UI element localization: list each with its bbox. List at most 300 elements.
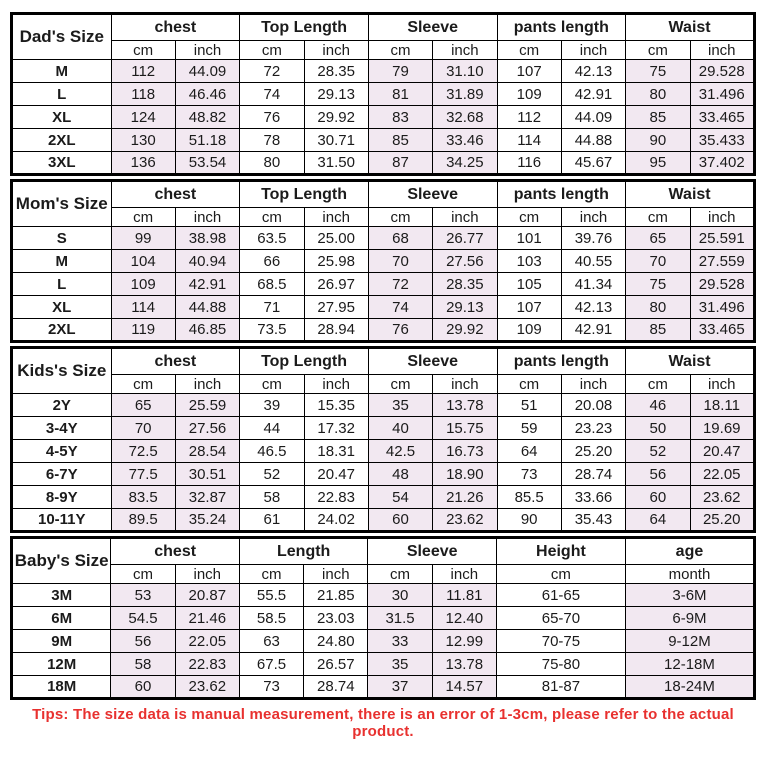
- data-cell: 64: [497, 440, 561, 463]
- table-row: [12, 630, 755, 653]
- data-cell: 27.56: [175, 417, 239, 440]
- data-cell: 80: [626, 83, 690, 106]
- data-cell: 58: [240, 486, 304, 509]
- data-cell: 35: [368, 394, 432, 417]
- table-row: [12, 463, 755, 486]
- data-cell: 109: [111, 273, 175, 296]
- table-row: [12, 83, 755, 106]
- unit-header: inch: [561, 41, 625, 60]
- data-cell: 85: [626, 319, 690, 342]
- data-cell: 37: [368, 676, 432, 699]
- data-cell: 42.91: [561, 83, 625, 106]
- column-group-header: Waist: [626, 348, 755, 375]
- data-cell: 73.5: [240, 319, 304, 342]
- column-group-header: Top Length: [240, 181, 369, 208]
- data-cell: 26.57: [304, 653, 368, 676]
- data-cell: 52: [240, 463, 304, 486]
- unit-header: inch: [690, 41, 755, 60]
- data-cell: 74: [240, 83, 304, 106]
- data-cell: 13.78: [432, 653, 496, 676]
- data-cell: 33.465: [690, 319, 755, 342]
- data-cell: 76: [240, 106, 304, 129]
- data-cell: 95: [626, 152, 690, 175]
- data-cell: 23.62: [175, 676, 239, 699]
- data-cell: 44.88: [561, 129, 625, 152]
- tip-text: Tips: The size data is manual measurement, there is an error of 1-3cm, please refer to the actual product.: [32, 706, 734, 740]
- unit-header: inch: [690, 375, 755, 394]
- column-group-header: chest: [111, 181, 240, 208]
- data-cell: 130: [111, 129, 175, 152]
- data-cell: 20.08: [561, 394, 625, 417]
- unit-header: cm: [368, 375, 432, 394]
- unit-header: inch: [175, 375, 239, 394]
- unit-header: inch: [432, 565, 496, 584]
- unit-header: cm: [497, 41, 561, 60]
- column-group-header: pants length: [497, 181, 626, 208]
- size-tables: [10, 12, 756, 700]
- column-group-header: age: [625, 538, 754, 565]
- data-cell: 105: [497, 273, 561, 296]
- data-cell: 109: [497, 83, 561, 106]
- unit-header: inch: [561, 208, 625, 227]
- unit-header: month: [625, 565, 754, 584]
- data-cell: 66: [240, 250, 304, 273]
- data-cell: 63: [239, 630, 303, 653]
- table-row: [12, 152, 755, 175]
- data-cell: 44.09: [561, 106, 625, 129]
- data-cell: 83: [368, 106, 432, 129]
- data-cell: 75: [626, 273, 690, 296]
- data-cell: 22.83: [304, 486, 368, 509]
- data-cell: 70: [111, 417, 175, 440]
- unit-header: cm: [111, 565, 175, 584]
- data-cell: 65: [626, 227, 690, 250]
- data-cell: 12.99: [432, 630, 496, 653]
- table-row: [12, 486, 755, 509]
- unit-header: cm: [368, 565, 432, 584]
- data-cell: 68: [368, 227, 432, 250]
- data-cell: 54.5: [111, 607, 175, 630]
- data-cell: 29.13: [433, 296, 497, 319]
- data-cell: 48: [368, 463, 432, 486]
- row-size-label: 9M: [12, 630, 111, 653]
- data-cell: 9-12M: [625, 630, 754, 653]
- data-cell: 23.03: [304, 607, 368, 630]
- data-cell: 25.20: [690, 509, 755, 532]
- data-cell: 21.46: [175, 607, 239, 630]
- data-cell: 23.62: [433, 509, 497, 532]
- data-cell: 25.98: [304, 250, 368, 273]
- column-group-header: chest: [111, 538, 240, 565]
- data-cell: 50: [626, 417, 690, 440]
- data-cell: 70-75: [496, 630, 625, 653]
- data-cell: 75-80: [496, 653, 625, 676]
- row-size-label: 2Y: [12, 394, 112, 417]
- size-table-dads: [10, 12, 756, 176]
- table-row: [12, 296, 755, 319]
- data-cell: 24.02: [304, 509, 368, 532]
- data-cell: 33.46: [433, 129, 497, 152]
- data-cell: 103: [497, 250, 561, 273]
- size-table-babys: [10, 536, 756, 700]
- data-cell: 81-87: [496, 676, 625, 699]
- row-size-label: 12M: [12, 653, 111, 676]
- table-row: [12, 250, 755, 273]
- data-cell: 107: [497, 60, 561, 83]
- data-cell: 28.35: [433, 273, 497, 296]
- unit-header: inch: [175, 208, 239, 227]
- data-cell: 25.20: [561, 440, 625, 463]
- data-cell: 63.5: [240, 227, 304, 250]
- data-cell: 29.92: [433, 319, 497, 342]
- data-cell: 29.92: [304, 106, 368, 129]
- data-cell: 136: [111, 152, 175, 175]
- data-cell: 22.05: [175, 630, 239, 653]
- row-size-label: 8-9Y: [12, 486, 112, 509]
- data-cell: 44.88: [175, 296, 239, 319]
- data-cell: 46.85: [175, 319, 239, 342]
- table-row: [12, 417, 755, 440]
- data-cell: 118: [111, 83, 175, 106]
- data-cell: 18.90: [433, 463, 497, 486]
- unit-header: cm: [111, 375, 175, 394]
- data-cell: 78: [240, 129, 304, 152]
- data-cell: 15.35: [304, 394, 368, 417]
- column-group-header: chest: [111, 14, 240, 41]
- unit-header: inch: [175, 41, 239, 60]
- data-cell: 15.75: [433, 417, 497, 440]
- row-size-label: 10-11Y: [12, 509, 112, 532]
- column-group-header: Top Length: [240, 348, 369, 375]
- data-cell: 33: [368, 630, 432, 653]
- data-cell: 109: [497, 319, 561, 342]
- data-cell: 20.47: [690, 440, 755, 463]
- data-cell: 77.5: [111, 463, 175, 486]
- row-size-label: S: [12, 227, 112, 250]
- unit-header: inch: [433, 208, 497, 227]
- data-cell: 27.559: [690, 250, 755, 273]
- data-cell: 60: [111, 676, 175, 699]
- data-cell: 70: [368, 250, 432, 273]
- data-cell: 76: [368, 319, 432, 342]
- data-cell: 23.62: [690, 486, 755, 509]
- data-cell: 51.18: [175, 129, 239, 152]
- data-cell: 107: [497, 296, 561, 319]
- data-cell: 116: [497, 152, 561, 175]
- data-cell: 72.5: [111, 440, 175, 463]
- data-cell: 75: [626, 60, 690, 83]
- data-cell: 23.23: [561, 417, 625, 440]
- size-table-kids: [10, 346, 756, 533]
- table-row: [12, 129, 755, 152]
- table-row: [12, 653, 755, 676]
- unit-header: inch: [304, 41, 368, 60]
- data-cell: 89.5: [111, 509, 175, 532]
- unit-header: inch: [304, 208, 368, 227]
- data-cell: 64: [626, 509, 690, 532]
- data-cell: 44: [240, 417, 304, 440]
- data-cell: 20.87: [175, 584, 239, 607]
- row-size-label: 2XL: [12, 129, 112, 152]
- data-cell: 46.5: [240, 440, 304, 463]
- data-cell: 31.496: [690, 296, 755, 319]
- data-cell: 59: [497, 417, 561, 440]
- data-cell: 90: [497, 509, 561, 532]
- data-cell: 28.74: [561, 463, 625, 486]
- data-cell: 80: [240, 152, 304, 175]
- data-cell: 22.05: [690, 463, 755, 486]
- data-cell: 85: [368, 129, 432, 152]
- data-cell: 18.31: [304, 440, 368, 463]
- table-row: [12, 440, 755, 463]
- data-cell: 44.09: [175, 60, 239, 83]
- data-cell: 30.51: [175, 463, 239, 486]
- data-cell: 28.94: [304, 319, 368, 342]
- unit-header: cm: [111, 208, 175, 227]
- data-cell: 35.43: [561, 509, 625, 532]
- data-cell: 42.91: [561, 319, 625, 342]
- size-table-moms: [10, 179, 756, 343]
- data-cell: 27.95: [304, 296, 368, 319]
- data-cell: 68.5: [240, 273, 304, 296]
- data-cell: 55.5: [239, 584, 303, 607]
- row-size-label: 4-5Y: [12, 440, 112, 463]
- table-row: [12, 676, 755, 699]
- data-cell: 112: [497, 106, 561, 129]
- data-cell: 39.76: [561, 227, 625, 250]
- data-cell: 11.81: [432, 584, 496, 607]
- data-cell: 70: [626, 250, 690, 273]
- data-cell: 72: [240, 60, 304, 83]
- table-row: [12, 394, 755, 417]
- data-cell: 42.5: [368, 440, 432, 463]
- data-cell: 80: [626, 296, 690, 319]
- data-cell: 61-65: [496, 584, 625, 607]
- data-cell: 60: [368, 509, 432, 532]
- data-cell: 35: [368, 653, 432, 676]
- data-cell: 22.83: [175, 653, 239, 676]
- data-cell: 83.5: [111, 486, 175, 509]
- data-cell: 12.40: [432, 607, 496, 630]
- table-row: [12, 106, 755, 129]
- data-cell: 53: [111, 584, 175, 607]
- table-row: [12, 319, 755, 342]
- row-size-label: M: [12, 250, 112, 273]
- column-group-header: Waist: [626, 181, 755, 208]
- data-cell: 48.82: [175, 106, 239, 129]
- data-cell: 42.13: [561, 60, 625, 83]
- unit-header: cm: [240, 375, 304, 394]
- data-cell: 31.50: [304, 152, 368, 175]
- row-size-label: XL: [12, 106, 112, 129]
- data-cell: 119: [111, 319, 175, 342]
- data-cell: 87: [368, 152, 432, 175]
- data-cell: 18-24M: [625, 676, 754, 699]
- data-cell: 56: [626, 463, 690, 486]
- column-group-header: Waist: [626, 14, 755, 41]
- unit-header: cm: [626, 41, 690, 60]
- data-cell: 45.67: [561, 152, 625, 175]
- data-cell: 124: [111, 106, 175, 129]
- data-cell: 40: [368, 417, 432, 440]
- row-size-label: XL: [12, 296, 112, 319]
- data-cell: 25.591: [690, 227, 755, 250]
- data-cell: 61: [240, 509, 304, 532]
- data-cell: 51: [497, 394, 561, 417]
- data-cell: 30.71: [304, 129, 368, 152]
- data-cell: 72: [368, 273, 432, 296]
- table-row: [12, 584, 755, 607]
- data-cell: 19.69: [690, 417, 755, 440]
- row-size-label: 6M: [12, 607, 111, 630]
- row-size-label: 6-7Y: [12, 463, 112, 486]
- column-group-header: Sleeve: [368, 538, 497, 565]
- unit-header: cm: [496, 565, 625, 584]
- data-cell: 13.78: [433, 394, 497, 417]
- unit-header: inch: [304, 375, 368, 394]
- data-cell: 65-70: [496, 607, 625, 630]
- unit-header: inch: [304, 565, 368, 584]
- data-cell: 90: [626, 129, 690, 152]
- data-cell: 99: [111, 227, 175, 250]
- data-cell: 39: [240, 394, 304, 417]
- data-cell: 71: [240, 296, 304, 319]
- row-size-label: 18M: [12, 676, 111, 699]
- data-cell: 29.528: [690, 273, 755, 296]
- data-cell: 114: [497, 129, 561, 152]
- table-title: Mom's Size: [12, 181, 112, 227]
- table-row: [12, 227, 755, 250]
- data-cell: 58: [111, 653, 175, 676]
- data-cell: 24.80: [304, 630, 368, 653]
- table-row: [12, 60, 755, 83]
- data-cell: 73: [239, 676, 303, 699]
- row-size-label: L: [12, 273, 112, 296]
- data-cell: 46.46: [175, 83, 239, 106]
- column-group-header: Sleeve: [368, 14, 497, 41]
- data-cell: 30: [368, 584, 432, 607]
- data-cell: 25.59: [175, 394, 239, 417]
- data-cell: 114: [111, 296, 175, 319]
- data-cell: 28.54: [175, 440, 239, 463]
- data-cell: 29.528: [690, 60, 755, 83]
- data-cell: 28.74: [304, 676, 368, 699]
- data-cell: 74: [368, 296, 432, 319]
- data-cell: 12-18M: [625, 653, 754, 676]
- table-row: [12, 509, 755, 532]
- data-cell: 32.68: [433, 106, 497, 129]
- table-title: Kids's Size: [12, 348, 112, 394]
- data-cell: 32.87: [175, 486, 239, 509]
- column-group-header: pants length: [497, 348, 626, 375]
- data-cell: 27.56: [433, 250, 497, 273]
- data-cell: 6-9M: [625, 607, 754, 630]
- data-cell: 112: [111, 60, 175, 83]
- unit-header: inch: [433, 41, 497, 60]
- unit-header: inch: [561, 375, 625, 394]
- unit-header: cm: [240, 208, 304, 227]
- data-cell: 53.54: [175, 152, 239, 175]
- data-cell: 26.77: [433, 227, 497, 250]
- data-cell: 14.57: [432, 676, 496, 699]
- unit-header: cm: [239, 565, 303, 584]
- unit-header: cm: [368, 208, 432, 227]
- unit-header: inch: [175, 565, 239, 584]
- data-cell: 38.98: [175, 227, 239, 250]
- data-cell: 40.55: [561, 250, 625, 273]
- data-cell: 52: [626, 440, 690, 463]
- data-cell: 46: [626, 394, 690, 417]
- table-row: [12, 273, 755, 296]
- data-cell: 3-6M: [625, 584, 754, 607]
- data-cell: 73: [497, 463, 561, 486]
- data-cell: 17.32: [304, 417, 368, 440]
- data-cell: 33.66: [561, 486, 625, 509]
- data-cell: 29.13: [304, 83, 368, 106]
- data-cell: 35.433: [690, 129, 755, 152]
- data-cell: 85.5: [497, 486, 561, 509]
- data-cell: 20.47: [304, 463, 368, 486]
- data-cell: 42.13: [561, 296, 625, 319]
- data-cell: 16.73: [433, 440, 497, 463]
- column-group-header: chest: [111, 348, 240, 375]
- data-cell: 56: [111, 630, 175, 653]
- column-group-header: Sleeve: [368, 181, 497, 208]
- table-title: Baby's Size: [12, 538, 111, 584]
- table-title: Dad's Size: [12, 14, 112, 60]
- data-cell: 65: [111, 394, 175, 417]
- data-cell: 67.5: [239, 653, 303, 676]
- column-group-header: Length: [239, 538, 368, 565]
- unit-header: inch: [433, 375, 497, 394]
- unit-header: cm: [240, 41, 304, 60]
- data-cell: 40.94: [175, 250, 239, 273]
- unit-header: cm: [111, 41, 175, 60]
- row-size-label: 3M: [12, 584, 111, 607]
- data-cell: 21.85: [304, 584, 368, 607]
- data-cell: 31.10: [433, 60, 497, 83]
- data-cell: 21.26: [433, 486, 497, 509]
- data-cell: 60: [626, 486, 690, 509]
- unit-header: cm: [497, 375, 561, 394]
- data-cell: 31.496: [690, 83, 755, 106]
- row-size-label: L: [12, 83, 112, 106]
- unit-header: cm: [368, 41, 432, 60]
- unit-header: inch: [690, 208, 755, 227]
- data-cell: 79: [368, 60, 432, 83]
- data-cell: 26.97: [304, 273, 368, 296]
- row-size-label: 2XL: [12, 319, 112, 342]
- table-row: [12, 607, 755, 630]
- data-cell: 18.11: [690, 394, 755, 417]
- row-size-label: 3-4Y: [12, 417, 112, 440]
- row-size-label: 3XL: [12, 152, 112, 175]
- row-size-label: M: [12, 60, 112, 83]
- column-group-header: Sleeve: [368, 348, 497, 375]
- column-group-header: pants length: [497, 14, 626, 41]
- column-group-header: Height: [496, 538, 625, 565]
- data-cell: 31.89: [433, 83, 497, 106]
- unit-header: cm: [626, 375, 690, 394]
- data-cell: 33.465: [690, 106, 755, 129]
- data-cell: 37.402: [690, 152, 755, 175]
- data-cell: 104: [111, 250, 175, 273]
- data-cell: 85: [626, 106, 690, 129]
- data-cell: 42.91: [175, 273, 239, 296]
- data-cell: 35.24: [175, 509, 239, 532]
- unit-header: cm: [497, 208, 561, 227]
- unit-header: cm: [626, 208, 690, 227]
